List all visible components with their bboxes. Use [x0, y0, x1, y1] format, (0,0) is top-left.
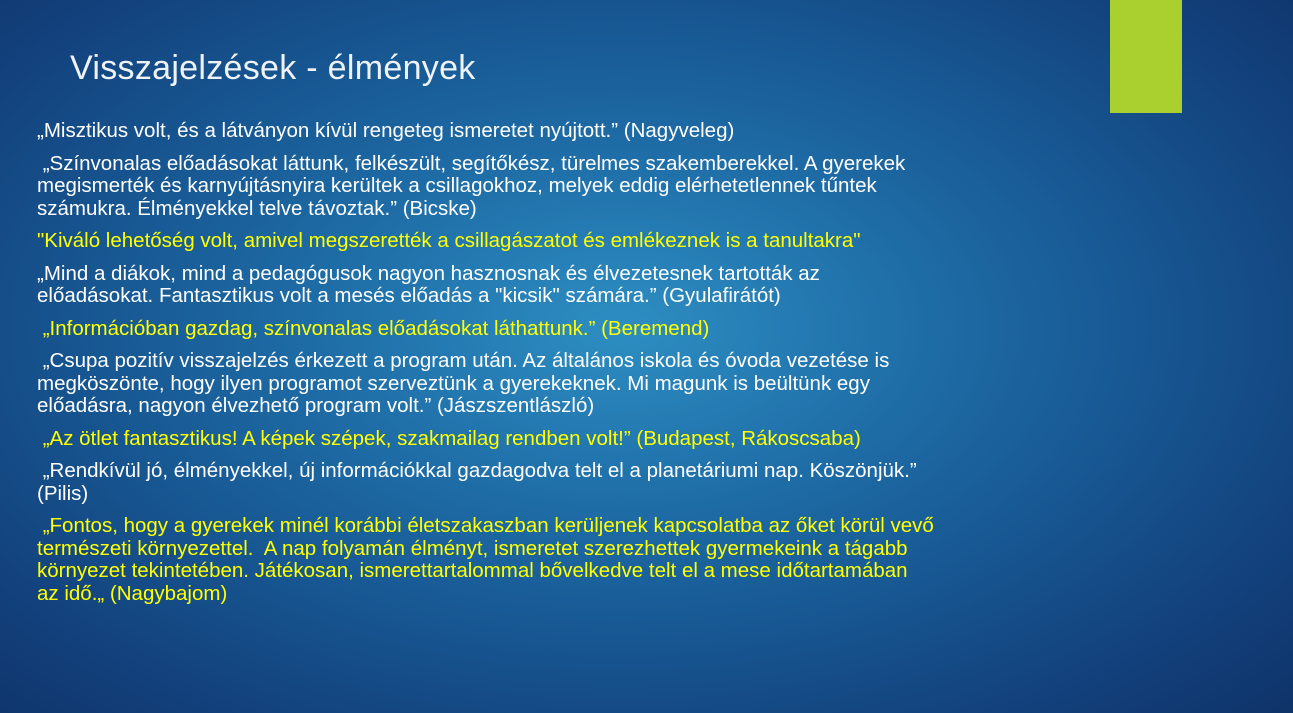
- quotes-list: [37, 120, 1277, 615]
- quote-beremend: „Információban gazdag, színvonalas előadásokat láthattunk.” (Beremend): [37, 316, 710, 340]
- quote-kivalo-lehetoseg: "Kiváló lehetőség volt, amivel megszerették a csillagászatot és emlékeznek is a tanultakra": [37, 229, 861, 252]
- slide-title: Visszajelzések - élmények: [70, 49, 476, 87]
- accent-bar: [1110, 0, 1182, 113]
- quote-rakoscsaba: „Az ötlet fantasztikus! A képek szépek, szakmailag rendben volt!” (Budapest, Rákoscsaba): [37, 426, 861, 450]
- quote-nagybajom: „Fontos, hogy a gyerekek minél korábbi életszakaszban kerüljenek kapcsolatba az őket körül vevő természeti környezettel. A nap folyamán élményt, ismeretet szerezhettek gyermekeink a tágabb környezet tekintetében. Játékosan, ismerettartalommal bővelkedve telt el a mese időtartamában az idő.„ (Nagybajom): [37, 514, 934, 605]
- quote-nagyveleg: „Misztikus volt, és a látványon kívül rengeteg ismeretet nyújtott.” (Nagyveleg): [37, 119, 735, 142]
- quote-jaszszentlaszlo: „Csupa pozitív visszajelzés érkezett a program után. Az általános iskola és óvoda vezetése is megköszönte, hogy ilyen programot szerveztünk a gyerekeknek. Mi magunk is beültünk egy előadásra, nagyon élvezhető program volt.” (Jászszentlászló): [37, 349, 890, 417]
- quote-bicske: „Színvonalas előadásokat láttunk, felkészült, segítőkész, türelmes szakemberekkel. A gyerekek megismerték és karnyújtásnyira kerültek a csillagokhoz, melyek eddig elérhetetlennek tűntek számukra. Élményekkel telve távoztak.” (Bicske): [37, 151, 906, 220]
- quote-pilis: „Rendkívül jó, élményekkel, új információkkal gazdagodva telt el a planetáriumi nap. Köszönjük.” (Pilis): [37, 459, 917, 505]
- quote-gyulafiratot: „Mind a diákok, mind a pedagógusok nagyon hasznosnak és élvezetesnek tartották az előadásokat. Fantasztikus volt a mesés előadás a "kicsik" számára.” (Gyulafirátót): [37, 261, 820, 307]
